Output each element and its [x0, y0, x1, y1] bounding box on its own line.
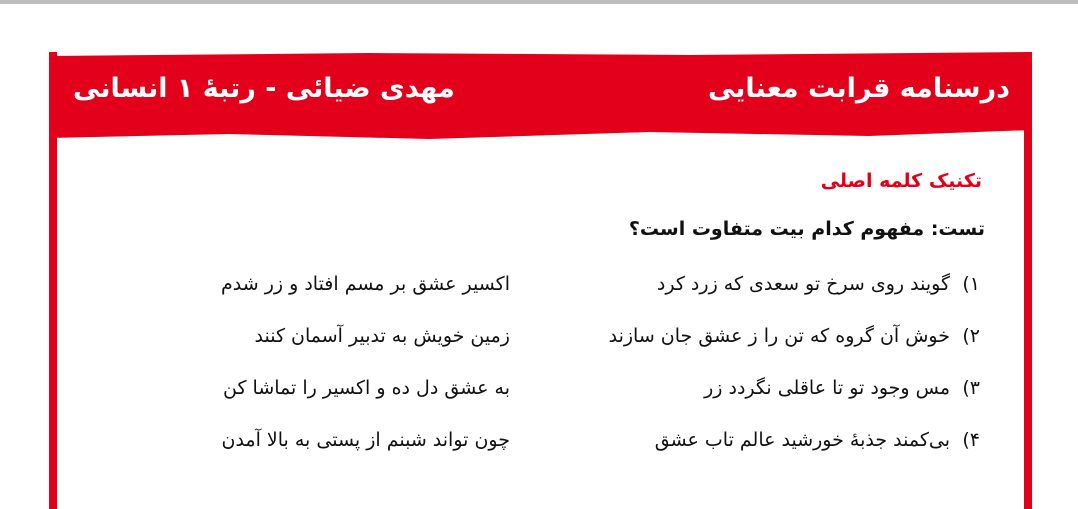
section-title: تکنیک کلمه اصلی [820, 170, 982, 192]
option-4 [100, 414, 980, 466]
option-hemistich-second: چون تواند شبنم از پستی به بالا آمدن [221, 429, 510, 451]
option-hemistich-second: اکسیر عشق بر مسم افتاد و زر شدم [221, 273, 510, 295]
option-hemistich-second: زمین خویش به تدبیر آسمان کنند [254, 325, 510, 347]
top-strip [0, 0, 1078, 4]
question-text: تست: مفهوم کدام بیت متفاوت است؟ [628, 218, 985, 240]
option-number: ۲) [962, 325, 980, 347]
option-number: ۳) [962, 377, 980, 399]
option-3 [100, 362, 980, 414]
option-hemistich-first: خوش آن گروه که تن را ز عشق جان سازند [608, 325, 950, 347]
option-number: ۱) [962, 273, 980, 295]
option-1 [100, 258, 980, 310]
option-hemistich-first: بی‌کمند جذبهٔ خورشید عالم تاب عشق [654, 429, 950, 451]
options-list [100, 258, 980, 466]
author-rank: مهدی ضیائی - رتبهٔ ۱ انسانی [73, 73, 455, 104]
option-number: ۴) [962, 429, 980, 451]
option-hemistich-first: مس وجود تو تا عاقلی نگردد زر [704, 377, 950, 399]
page-title: درسنامه قرابت معنایی [707, 73, 1010, 104]
option-hemistich-first: گویند روی سرخ تو سعدی که زرد کرد [656, 273, 950, 295]
option-2 [100, 310, 980, 362]
option-hemistich-second: به عشق دل ده و اکسیر را تماشا کن [222, 377, 510, 399]
